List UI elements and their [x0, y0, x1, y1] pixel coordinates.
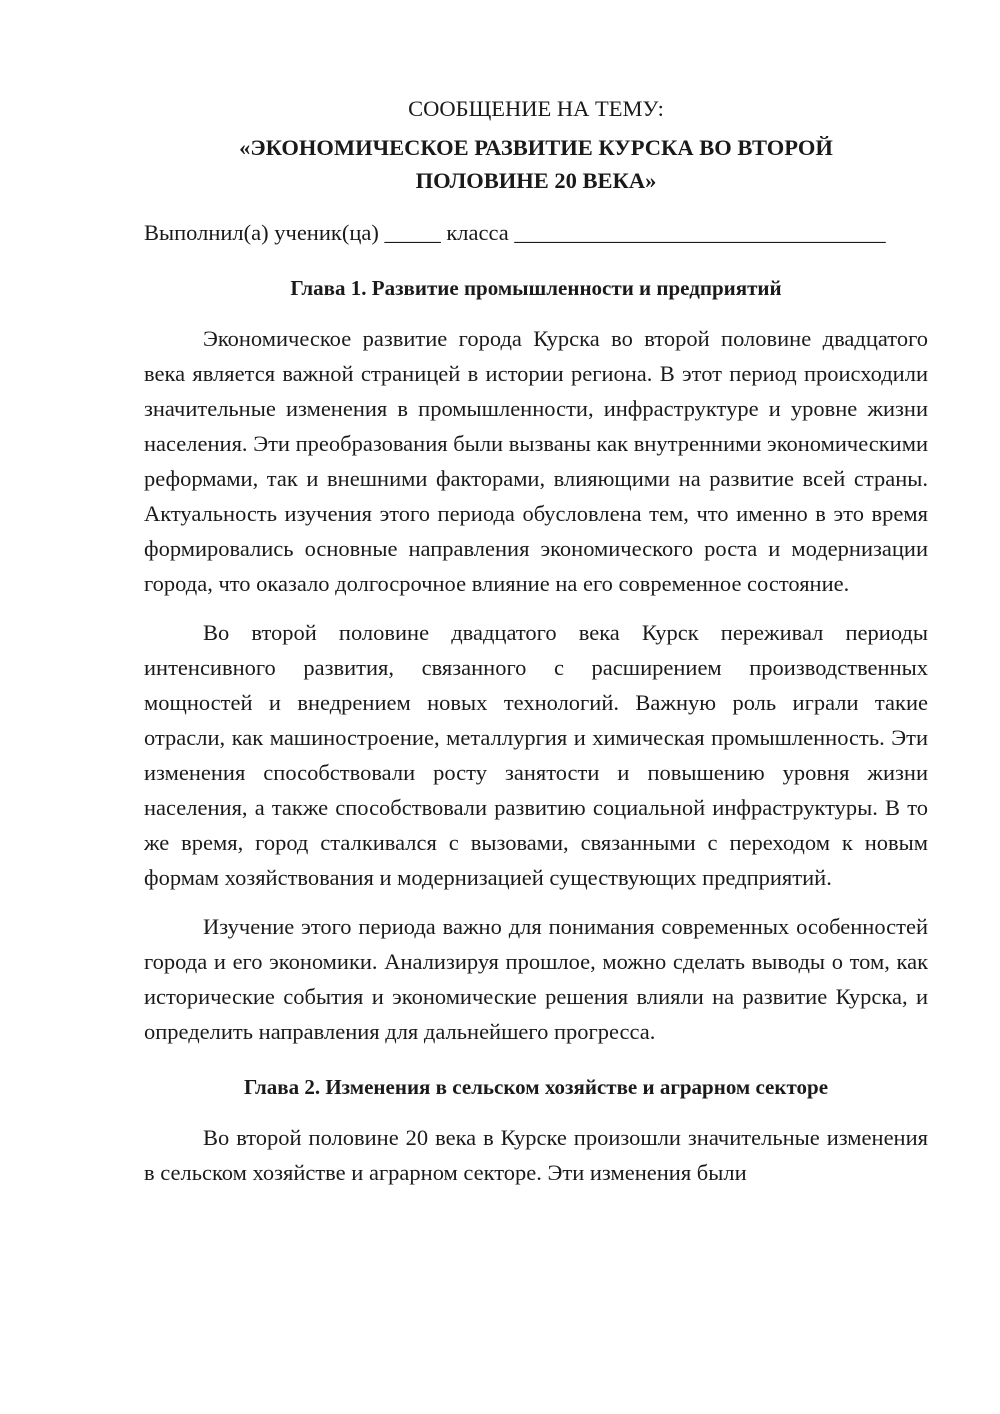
document-page: [144, 92, 928, 1190]
document-title-line-1: «ЭКОНОМИЧЕСКОЕ РАЗВИТИЕ КУРСКА ВО ВТОРОЙ: [239, 135, 833, 160]
chapter-2-paragraph: Во второй половине 20 века в Курске произошли значительные изменения в сельском хозяйстве и аграрном секторе. Эти изменения были: [144, 1125, 928, 1185]
author-line: Выполнил(а) ученик(ца) _____ класса _________________________________: [144, 220, 886, 245]
chapter-1-paragraph: Изучение этого периода важно для понимания современных особенностей города и его экономики. Анализируя прошлое, можно сделать выводы о том, как исторические события и экономические решения влияли на развитие Курска, и определить направления для дальнейшего прогресса.: [144, 914, 928, 1044]
document-title-line-2: ПОЛОВИНЕ 20 ВЕКА»: [415, 168, 657, 193]
document-header: СООБЩЕНИЕ НА ТЕМУ:: [408, 96, 664, 121]
chapter-1-paragraph: Экономическое развитие города Курска во второй половине двадцатого века является важной страницей в истории региона. В этот период происходили значительные изменения в промышленности, инфраструктуре и уровне жизни населения. Эти преобразования были вызваны как внутренними экономическими реформами, так и внешними факторами, влияющими на развитие всей страны. Актуальность изучения этого периода обусловлена тем, что именно в это время формировались основные направления экономического роста и модернизации города, что оказало долгосрочное влияние на его современное состояние.: [144, 326, 928, 596]
chapter-1-paragraph: Во второй половине двадцатого века Курск переживал периоды интенсивного развития, связанного с расширением производственных мощностей и внедрением новых технологий. Важную роль играли такие отрасли, как машиностроение, металлургия и химическая промышленность. Эти изменения способствовали росту занятости и повышению уровня жизни населения, а также способствовали развитию социальной инфраструктуры. В то же время, город сталкивался с вызовами, связанными с переходом к новым формам хозяйствования и модернизацией существующих предприятий.: [144, 620, 928, 890]
chapter-2-title: Глава 2. Изменения в сельском хозяйстве и аграрном секторе: [243, 1075, 829, 1099]
chapter-1-title: Глава 1. Развитие промышленности и предприятий: [290, 276, 782, 300]
